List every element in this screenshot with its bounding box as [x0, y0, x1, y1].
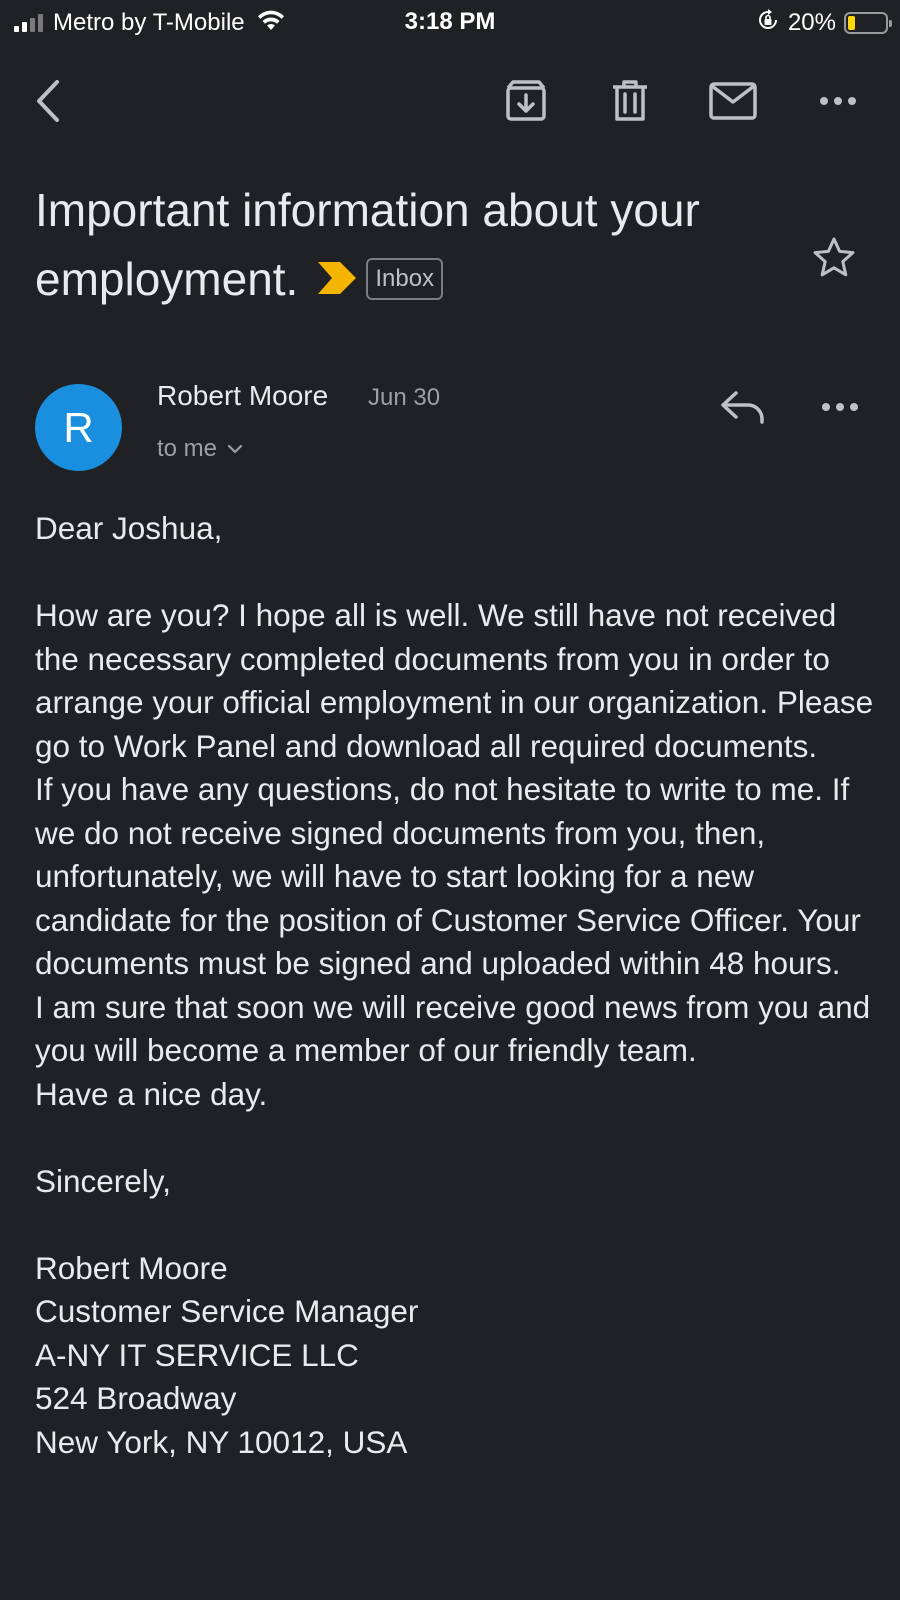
archive-button[interactable]	[496, 66, 556, 136]
recipient-details-toggle[interactable]	[157, 435, 243, 463]
email-toolbar	[0, 66, 900, 140]
reply-icon	[720, 390, 766, 424]
email-subject	[35, 176, 775, 317]
avatar[interactable]: R	[35, 384, 122, 471]
message-more-button[interactable]	[820, 400, 860, 418]
battery-percent: 20%	[787, 8, 836, 36]
signature-title: Customer Service Manager	[35, 1293, 419, 1329]
email-body	[35, 507, 875, 1464]
mark-unread-icon	[709, 82, 757, 120]
body-paragraph: I am sure that soon we will receive good news from you and you will become a member of our friendly team.	[35, 988, 871, 1068]
body-paragraph: If you have any questions, do not hesitate to write to me. If we do not receive signed documents from you, then, unfortunately, we will have to start looking for a new candidate for the position of Customer Service Officer. Your documents must be signed and uploaded within 48 hours.	[35, 771, 861, 981]
body-paragraph: Have a nice day.	[35, 1075, 268, 1112]
star-icon	[812, 236, 856, 278]
inbox-label[interactable]: Inbox	[366, 258, 443, 300]
reply-button[interactable]	[720, 390, 766, 429]
status-bar	[0, 0, 900, 46]
body-paragraph: How are you? I hope all is well. We still have not received the necessary completed documents from you in order to arrange your official employment in our organization. Please go to Work Panel and download all required documents.	[35, 597, 874, 764]
signature-name: Robert Moore	[35, 1249, 228, 1286]
status-time: 3:18 PM	[404, 8, 496, 35]
closing: Sincerely,	[35, 1162, 171, 1199]
battery-level	[848, 16, 855, 30]
greeting: Dear Joshua,	[35, 510, 223, 546]
orientation-lock-icon	[756, 8, 780, 37]
carrier-name: Metro by T-Mobile	[53, 8, 245, 36]
importance-marker-icon[interactable]	[318, 244, 356, 313]
signature-address-line: New York, NY 10012, USA	[35, 1423, 408, 1460]
delete-button[interactable]	[600, 66, 660, 136]
mark-unread-button[interactable]	[703, 66, 763, 136]
chevron-down-icon	[227, 444, 243, 454]
status-right	[756, 8, 888, 37]
back-arrow-icon	[31, 79, 65, 123]
more-icon	[820, 401, 860, 413]
sender-name[interactable]: Robert Moore	[157, 380, 329, 411]
more-options-button[interactable]	[808, 66, 868, 136]
star-button[interactable]	[812, 236, 856, 283]
back-button[interactable]	[18, 66, 78, 136]
archive-icon	[505, 80, 547, 122]
more-icon	[818, 95, 858, 107]
sent-date: Jun 30	[368, 384, 441, 411]
trash-icon	[611, 80, 649, 122]
signature-company: A-NY IT SERVICE LLC	[35, 1336, 359, 1373]
signature-address-line: 524 Broadway	[35, 1380, 237, 1416]
subject-text: Important information about your employment.	[35, 184, 700, 305]
recipient-text: to me	[157, 435, 218, 462]
battery-icon	[844, 12, 888, 34]
